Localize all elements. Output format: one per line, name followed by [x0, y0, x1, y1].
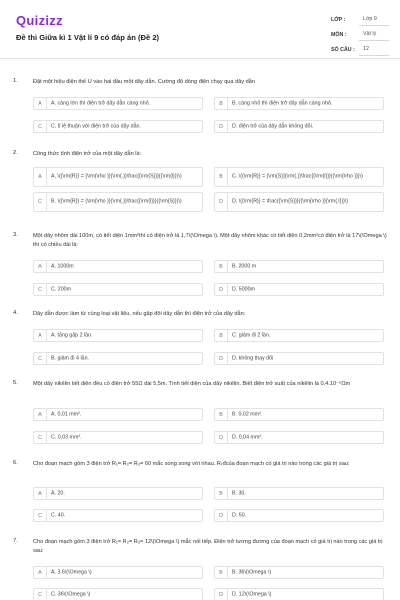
option-letter: C: [34, 510, 47, 521]
option-text: B. càng nhỏ thì điện trở dây dẫn càng nhỏ.: [232, 100, 333, 106]
option-text: D. 0,04 mm².: [232, 434, 263, 440]
answer-option-a[interactable]: [33, 408, 203, 421]
answer-option-a[interactable]: [33, 487, 203, 500]
question-number: 5.: [13, 380, 18, 386]
meta-value: Vật lý: [359, 29, 389, 41]
question-text: Một dây nikêlin tiết diện đều có điện trở 55Ω dài 5,5m. Tính tiết diện của dây nikêlin. Biết điện trở suất của nikêlin là 0,4.10⁻⁶Ωm: [33, 381, 351, 387]
option-letter: D: [215, 284, 228, 295]
option-text: C. tỉ lệ thuận với điện trở của dây dẫn.: [51, 123, 141, 129]
answer-option-b[interactable]: [214, 566, 384, 579]
option-text: C. 200m: [51, 286, 72, 292]
answer-option-c[interactable]: [33, 192, 203, 212]
meta-box: [331, 12, 389, 57]
answer-option-a[interactable]: [33, 260, 203, 273]
answer-option-d[interactable]: [214, 283, 384, 296]
answer-option-c[interactable]: [33, 120, 203, 133]
option-letter: D: [215, 589, 228, 600]
answer-option-d[interactable]: [214, 192, 384, 212]
option-letter: B: [215, 261, 228, 272]
option-text: A. tăng gấp 2 lần.: [51, 332, 93, 338]
page-title: Đề thi Giữa kì 1 Vật lí 9 có đáp án (Đề 2): [16, 33, 160, 42]
option-letter: D: [215, 193, 228, 211]
option-text: D. không thay đổi: [232, 355, 274, 361]
option-text: A. 20.: [51, 490, 65, 496]
option-letter: C: [34, 353, 47, 364]
option-letter: B: [215, 330, 228, 341]
question-number: 2.: [13, 150, 18, 156]
answer-option-b[interactable]: [214, 97, 384, 110]
answer-option-c[interactable]: [33, 352, 203, 365]
option-letter: A: [34, 98, 47, 109]
answer-option-a[interactable]: [33, 329, 203, 342]
option-letter: C: [34, 121, 47, 132]
answer-option-d[interactable]: [214, 588, 384, 600]
meta-label: MÔN :: [331, 31, 347, 38]
option-letter: D: [215, 432, 228, 443]
option-letter: A: [34, 330, 47, 341]
question-text: Cho đoạn mạch gồm 3 điện trở R₁= R₂= R₃= 60 mắc song song với nhau. Rₜđcủa đoạn mạch có giá trị nào trong các giá trị sau:: [33, 461, 350, 467]
option-letter: D: [215, 510, 228, 521]
answer-option-d[interactable]: [214, 120, 384, 133]
option-text: C. 0,03 mm².: [51, 434, 82, 440]
option-letter: B: [215, 168, 228, 186]
option-text: C. \({\rm{R}} = {\rm{S}}{\rm{.}}\frac{{\rm{l}}}{{\rm{\rho }}}\): [232, 173, 363, 180]
question-text: Dây dẫn được làm từ cùng loại vật liệu, nếu gập đôi dây dẫn thì điện trở của dây dẫn:: [33, 311, 246, 317]
option-text: D. 5000m: [232, 286, 255, 292]
quizizz-logo: Quizizz: [16, 13, 63, 28]
answer-option-a[interactable]: [33, 97, 203, 110]
option-letter: B: [215, 567, 228, 578]
option-text: C. 40.: [51, 512, 66, 518]
option-letter: C: [34, 193, 47, 211]
question-text: Một dây nhôm dài 100m, có tiết diện 1mm²thì có điện trở là 1,7\(\Omega \). Một dây nhôm khác có tiết diện 0,2mm²có điện trở là 17\(\Omega \) thì có chiều dài là:: [33, 233, 387, 248]
option-letter: B: [215, 409, 228, 420]
answer-option-b[interactable]: [214, 260, 384, 273]
option-letter: B: [215, 488, 228, 499]
answer-option-d[interactable]: [214, 509, 384, 522]
option-letter: A: [34, 168, 47, 186]
meta-row-class: [331, 12, 389, 27]
option-letter: C: [34, 432, 47, 443]
answer-option-b[interactable]: [214, 329, 384, 342]
meta-row-count: [331, 42, 389, 57]
option-letter: C: [34, 284, 47, 295]
option-text: A. \({\rm{R}} = {\rm{\rho }}{\rm{.}}\frac{{\rm{S}}}{{\rm{l}}}\): [51, 173, 182, 180]
option-text: C. 36\(\Omega \): [51, 591, 91, 597]
meta-label: SỐ CÂU :: [331, 46, 355, 53]
answer-option-b[interactable]: [214, 487, 384, 500]
worksheet-header: [0, 0, 400, 59]
option-text: B. 36\(\Omega \): [232, 569, 272, 575]
meta-row-subject: [331, 27, 389, 42]
meta-value: Lớp 9: [359, 14, 389, 26]
option-text: B. 2000 m: [232, 263, 257, 269]
option-text: B. \({\rm{R}} = {\rm{\rho }}{\rm{.}}\frac{{\rm{l}}}{{\rm{S}}}\): [51, 198, 182, 205]
question-number: 7.: [13, 538, 18, 544]
answer-option-d[interactable]: [214, 352, 384, 365]
option-text: B. 0,02 mm².: [232, 411, 263, 417]
option-text: D. \({\rm{R}} = \frac{{\rm{S}}}{{\rm{\rho }}{\rm{.l}}}\): [232, 198, 349, 205]
meta-label: LỚP :: [331, 16, 346, 23]
option-letter: D: [215, 353, 228, 364]
question-number: 1.: [13, 78, 18, 84]
option-text: C. giảm đi 2 lần.: [232, 332, 271, 338]
option-text: A. 0,01 mm².: [51, 411, 82, 417]
answer-option-b[interactable]: [214, 167, 384, 187]
answer-option-c[interactable]: [33, 588, 203, 600]
answer-option-d[interactable]: [214, 431, 384, 444]
question-number: 3.: [13, 232, 18, 238]
question-text: Đặt một hiệu điện thế U vào hai đầu một dây dẫn. Cường độ dòng điện chạy qua dây dẫn: [33, 79, 255, 85]
option-letter: A: [34, 567, 47, 578]
option-text: D. 50.: [232, 512, 247, 518]
question-text: Công thức tính điện trở của một dây dẫn là:: [33, 151, 142, 157]
option-letter: C: [34, 589, 47, 600]
option-text: A. 1000m: [51, 263, 74, 269]
option-letter: A: [34, 261, 47, 272]
option-text: D. 12\(\Omega \): [232, 591, 272, 597]
answer-option-b[interactable]: [214, 408, 384, 421]
option-text: A. càng lớn thì điện trở dây dẫn càng nhỏ.: [51, 100, 151, 106]
option-letter: D: [215, 121, 228, 132]
question-number: 4.: [13, 310, 18, 316]
answer-option-a[interactable]: [33, 167, 203, 187]
question-number: 6.: [13, 460, 18, 466]
meta-value: 12: [359, 44, 389, 56]
option-letter: B: [215, 98, 228, 109]
question-text: Cho đoạn mạch gồm 3 điện trở R₁= R₂= R₃= 12\(\Omega \) mắc nối tiếp. Điện trở tương đương của đoạn mạch có giá trị nào trong các giá trị sau:: [33, 539, 383, 554]
option-text: B. 30.: [232, 490, 246, 496]
option-text: D. điện trở của dây dẫn không đổi.: [232, 123, 314, 129]
option-text: A. 3.6\(\Omega \): [51, 569, 92, 575]
answer-option-c[interactable]: [33, 283, 203, 296]
answer-option-c[interactable]: [33, 509, 203, 522]
answer-option-c[interactable]: [33, 431, 203, 444]
answer-option-a[interactable]: [33, 566, 203, 579]
option-text: B. giảm đi 4 lần.: [51, 355, 89, 361]
option-letter: A: [34, 409, 47, 420]
option-letter: A: [34, 488, 47, 499]
